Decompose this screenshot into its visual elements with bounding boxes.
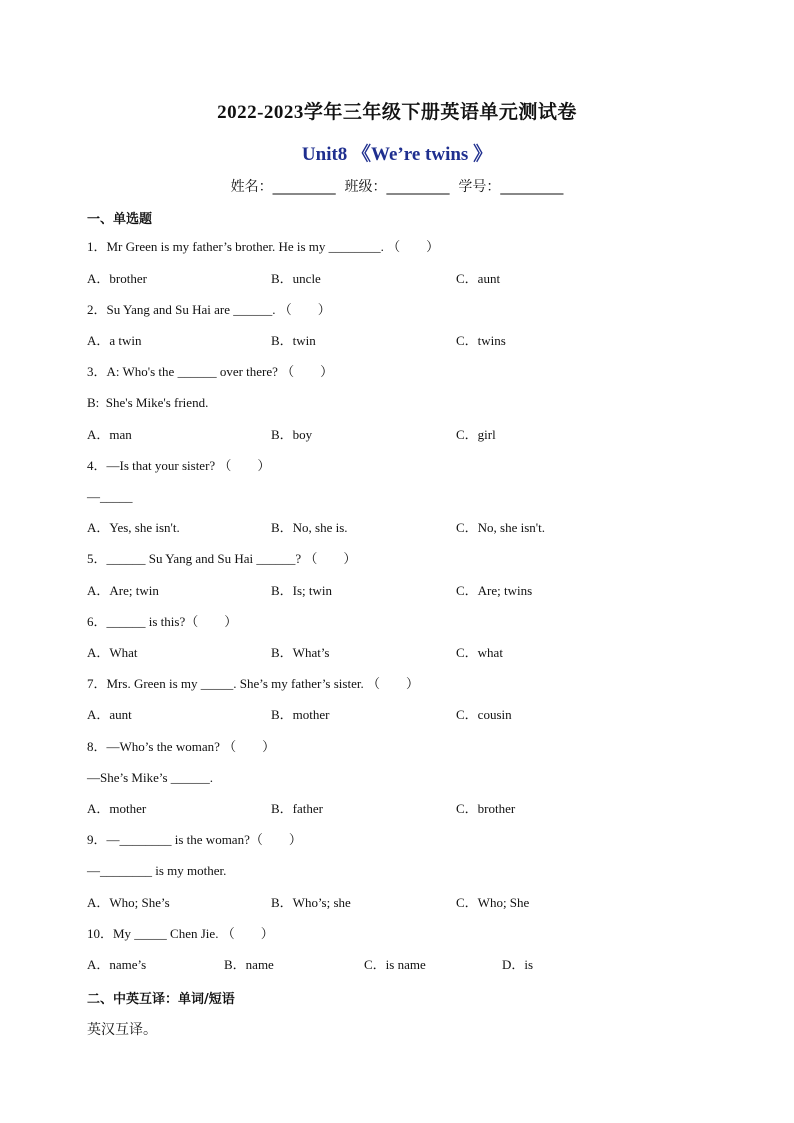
question-8-dialogue: —She’s Mike’s ______.	[87, 770, 214, 785]
question-3-option-b[interactable]: B．boy	[271, 427, 313, 442]
question-1-option-a[interactable]: A．brother	[87, 271, 147, 286]
question-4-stem: 4．—Is that your sister? （ ）	[87, 458, 271, 473]
question-9-option-a[interactable]: A．Who; She’s	[87, 895, 170, 910]
question-8-option-c[interactable]: C．brother	[456, 801, 516, 816]
question-4-option-a[interactable]: A．Yes, she isn't.	[87, 520, 180, 535]
question-9-dialogue: —________ is my mother.	[87, 863, 227, 878]
question-8-option-b[interactable]: B．father	[271, 801, 323, 816]
question-9-option-c[interactable]: C．Who; She	[456, 895, 530, 910]
question-4-dialogue: —_____	[87, 489, 133, 504]
question-3-stem: 3．A: Who's the ______ over there? （ ）	[87, 364, 334, 379]
question-8-option-a[interactable]: A．mother	[87, 801, 147, 816]
question-4-option-b[interactable]: B．No, she is.	[271, 520, 348, 535]
question-7-option-b[interactable]: B．mother	[271, 707, 330, 722]
question-5-option-b[interactable]: B．Is; twin	[271, 583, 333, 598]
question-6-option-b[interactable]: B．What’s	[271, 645, 330, 660]
question-10-option-a[interactable]: A．name’s	[87, 957, 147, 972]
question-5-stem: 5．______ Su Yang and Su Hai ______? （ ）	[87, 551, 357, 566]
question-7-option-a[interactable]: A．aunt	[87, 707, 132, 722]
question-2-option-b[interactable]: B．twin	[271, 333, 316, 348]
question-5-option-c[interactable]: C．Are; twins	[456, 583, 533, 598]
question-10-option-d[interactable]: D．is	[502, 957, 534, 972]
unit-subtitle: Unit8 《We’re twins 》	[301, 144, 493, 165]
section-heading-single-choice: 一、单选题	[87, 212, 153, 227]
question-9-option-b[interactable]: B．Who’s; she	[271, 895, 351, 910]
question-4-option-c[interactable]: C．No, she isn't.	[456, 520, 546, 535]
question-3-dialogue: B: She's Mike's friend.	[87, 395, 209, 410]
question-5-option-a[interactable]: A．Are; twin	[87, 583, 159, 598]
student-info-line: 姓名：_________ 班级：_________ 学号：_________	[230, 179, 564, 195]
question-7-option-c[interactable]: C．cousin	[456, 707, 512, 722]
question-6-stem: 6．______ is this?（ ）	[87, 614, 238, 629]
question-10-option-c[interactable]: C．is name	[364, 957, 426, 972]
question-10-option-b[interactable]: B．name	[224, 957, 274, 972]
question-9-stem: 9．—________ is the woman?（ ）	[87, 832, 302, 847]
question-1-option-c[interactable]: C．aunt	[456, 271, 501, 286]
question-3-option-a[interactable]: A．man	[87, 427, 132, 442]
question-7-stem: 7．Mrs. Green is my _____. She’s my father’s sister. （ ）	[87, 676, 419, 691]
question-10-stem: 10．My _____ Chen Jie. （ ）	[87, 926, 274, 941]
section-heading-translation: 二、中英互译：单词/短语	[87, 992, 235, 1007]
page-title: 2022-2023学年三年级下册英语单元测试卷	[217, 102, 577, 123]
question-2-option-a[interactable]: A．a twin	[87, 333, 142, 348]
question-2-stem: 2．Su Yang and Su Hai are ______. （ ）	[87, 302, 331, 317]
question-3-option-c[interactable]: C．girl	[456, 427, 496, 442]
question-1-option-b[interactable]: B．uncle	[271, 271, 321, 286]
question-2-option-c[interactable]: C．twins	[456, 333, 506, 348]
question-1-stem: 1．Mr Green is my father’s brother. He is my ________. （ ）	[87, 239, 440, 254]
translation-instruction: 英汉互译。	[87, 1022, 157, 1038]
question-8-stem: 8．—Who’s the woman? （ ）	[87, 739, 276, 754]
question-6-option-c[interactable]: C．what	[456, 645, 503, 660]
question-6-option-a[interactable]: A．What	[87, 645, 138, 660]
